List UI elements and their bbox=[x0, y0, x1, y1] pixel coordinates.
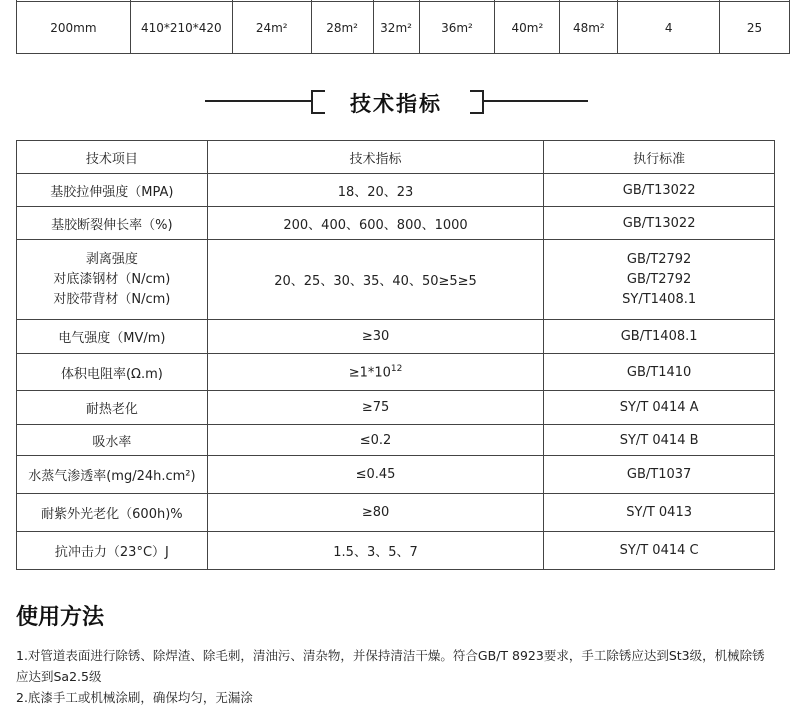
spec-standard: SY/T 0414 B bbox=[544, 425, 775, 456]
heading-bracket-right bbox=[470, 90, 484, 114]
column-header: 技术指标 bbox=[207, 141, 543, 174]
table-row bbox=[17, 494, 775, 532]
column-header: 执行标准 bbox=[544, 141, 775, 174]
usage-step: 1.对管道表面进行除锈、除焊渣、除毛刺，清油污、清杂物，并保持清洁干燥。符合GB/T 8923要求，手工除锈应达到St3级，机械除锈应达到Sa2.5级 bbox=[16, 648, 765, 684]
spec-standard: SY/T 0414 A bbox=[544, 391, 775, 425]
table-row bbox=[17, 207, 775, 240]
spec-item: 体积电阻率(Ω.m) bbox=[17, 354, 208, 391]
spec-value-exponent: 12 bbox=[390, 363, 403, 374]
spec-item bbox=[17, 240, 208, 320]
spec-value: 200、400、600、800、1000 bbox=[207, 207, 543, 240]
table-row bbox=[17, 425, 775, 456]
spec-standard-line: SY/T1408.1 bbox=[622, 291, 697, 307]
table-cell: 28m² bbox=[311, 2, 373, 54]
spec-value bbox=[207, 354, 543, 391]
spec-standard: GB/T13022 bbox=[544, 207, 775, 240]
table-cell: 4 bbox=[618, 2, 720, 54]
table-cell: 36m² bbox=[419, 2, 495, 54]
spec-standard bbox=[544, 240, 775, 320]
table-cell: 410*210*420 bbox=[130, 2, 232, 54]
spec-item: 耐紫外光老化（600h)% bbox=[17, 494, 208, 532]
spec-standard: GB/T1408.1 bbox=[544, 320, 775, 354]
table-row bbox=[17, 456, 775, 494]
usage-title: 使用方法 bbox=[16, 605, 105, 630]
spec-value-base: ≥1*10 bbox=[348, 365, 391, 381]
table-cell: 32m² bbox=[373, 2, 419, 54]
spec-value: ≥75 bbox=[207, 391, 543, 425]
spec-value: ≥80 bbox=[207, 494, 543, 532]
spec-item-line: 剥离强度 bbox=[85, 251, 138, 267]
heading-bracket-left bbox=[311, 90, 325, 114]
table-cell: 40m² bbox=[495, 2, 560, 54]
spec-value: 20、25、30、35、40、50≥5≥5 bbox=[207, 240, 543, 320]
size-coverage-table bbox=[16, 0, 790, 54]
spec-standard: SY/T 0413 bbox=[544, 494, 775, 532]
spec-item-line: 对胶带背材（N/cm) bbox=[53, 291, 171, 307]
heading-divider-left bbox=[205, 100, 311, 102]
spec-standard: SY/T 0414 C bbox=[544, 532, 775, 570]
table-header-row bbox=[17, 141, 775, 174]
spec-item: 耐热老化 bbox=[17, 391, 208, 425]
table-cell: 24m² bbox=[232, 2, 311, 54]
spec-table bbox=[16, 140, 775, 570]
table-cell: 48m² bbox=[560, 2, 618, 54]
spec-standard: GB/T13022 bbox=[544, 174, 775, 207]
table-row bbox=[17, 391, 775, 425]
spec-value: ≤0.2 bbox=[207, 425, 543, 456]
table-row bbox=[17, 354, 775, 391]
heading-divider-right bbox=[484, 100, 588, 102]
spec-value: ≤0.45 bbox=[207, 456, 543, 494]
section-heading bbox=[0, 88, 790, 116]
table-row bbox=[17, 320, 775, 354]
spec-standard: GB/T1037 bbox=[544, 456, 775, 494]
spec-value: ≥30 bbox=[207, 320, 543, 354]
table-cell: 200mm bbox=[17, 2, 131, 54]
table-row bbox=[17, 174, 775, 207]
usage-step: 2.底漆手工或机械涂刷，确保均匀，无漏涂 bbox=[16, 690, 253, 705]
spec-item: 水蒸气渗透率(mg/24h.cm²) bbox=[17, 456, 208, 494]
spec-value: 1.5、3、5、7 bbox=[207, 532, 543, 570]
spec-item-line: 对底漆钢材（N/cm) bbox=[53, 271, 171, 287]
usage-instructions bbox=[16, 645, 776, 708]
spec-item: 基胶断裂伸长率（%) bbox=[17, 207, 208, 240]
spec-standard-line: GB/T2792 bbox=[626, 251, 692, 267]
section-title: 技术指标 bbox=[350, 92, 442, 116]
spec-item: 吸水率 bbox=[17, 425, 208, 456]
table-row bbox=[17, 240, 775, 320]
spec-standard: GB/T1410 bbox=[544, 354, 775, 391]
spec-item: 抗冲击力（23°C）J bbox=[17, 532, 208, 570]
column-header: 技术项目 bbox=[17, 141, 208, 174]
table-cell: 25 bbox=[720, 2, 790, 54]
table-row bbox=[17, 2, 790, 54]
spec-standard-line: GB/T2792 bbox=[626, 271, 692, 287]
spec-item: 电气强度（MV/m) bbox=[17, 320, 208, 354]
spec-value: 18、20、23 bbox=[207, 174, 543, 207]
spec-item: 基胶拉伸强度（MPA) bbox=[17, 174, 208, 207]
table-row bbox=[17, 532, 775, 570]
